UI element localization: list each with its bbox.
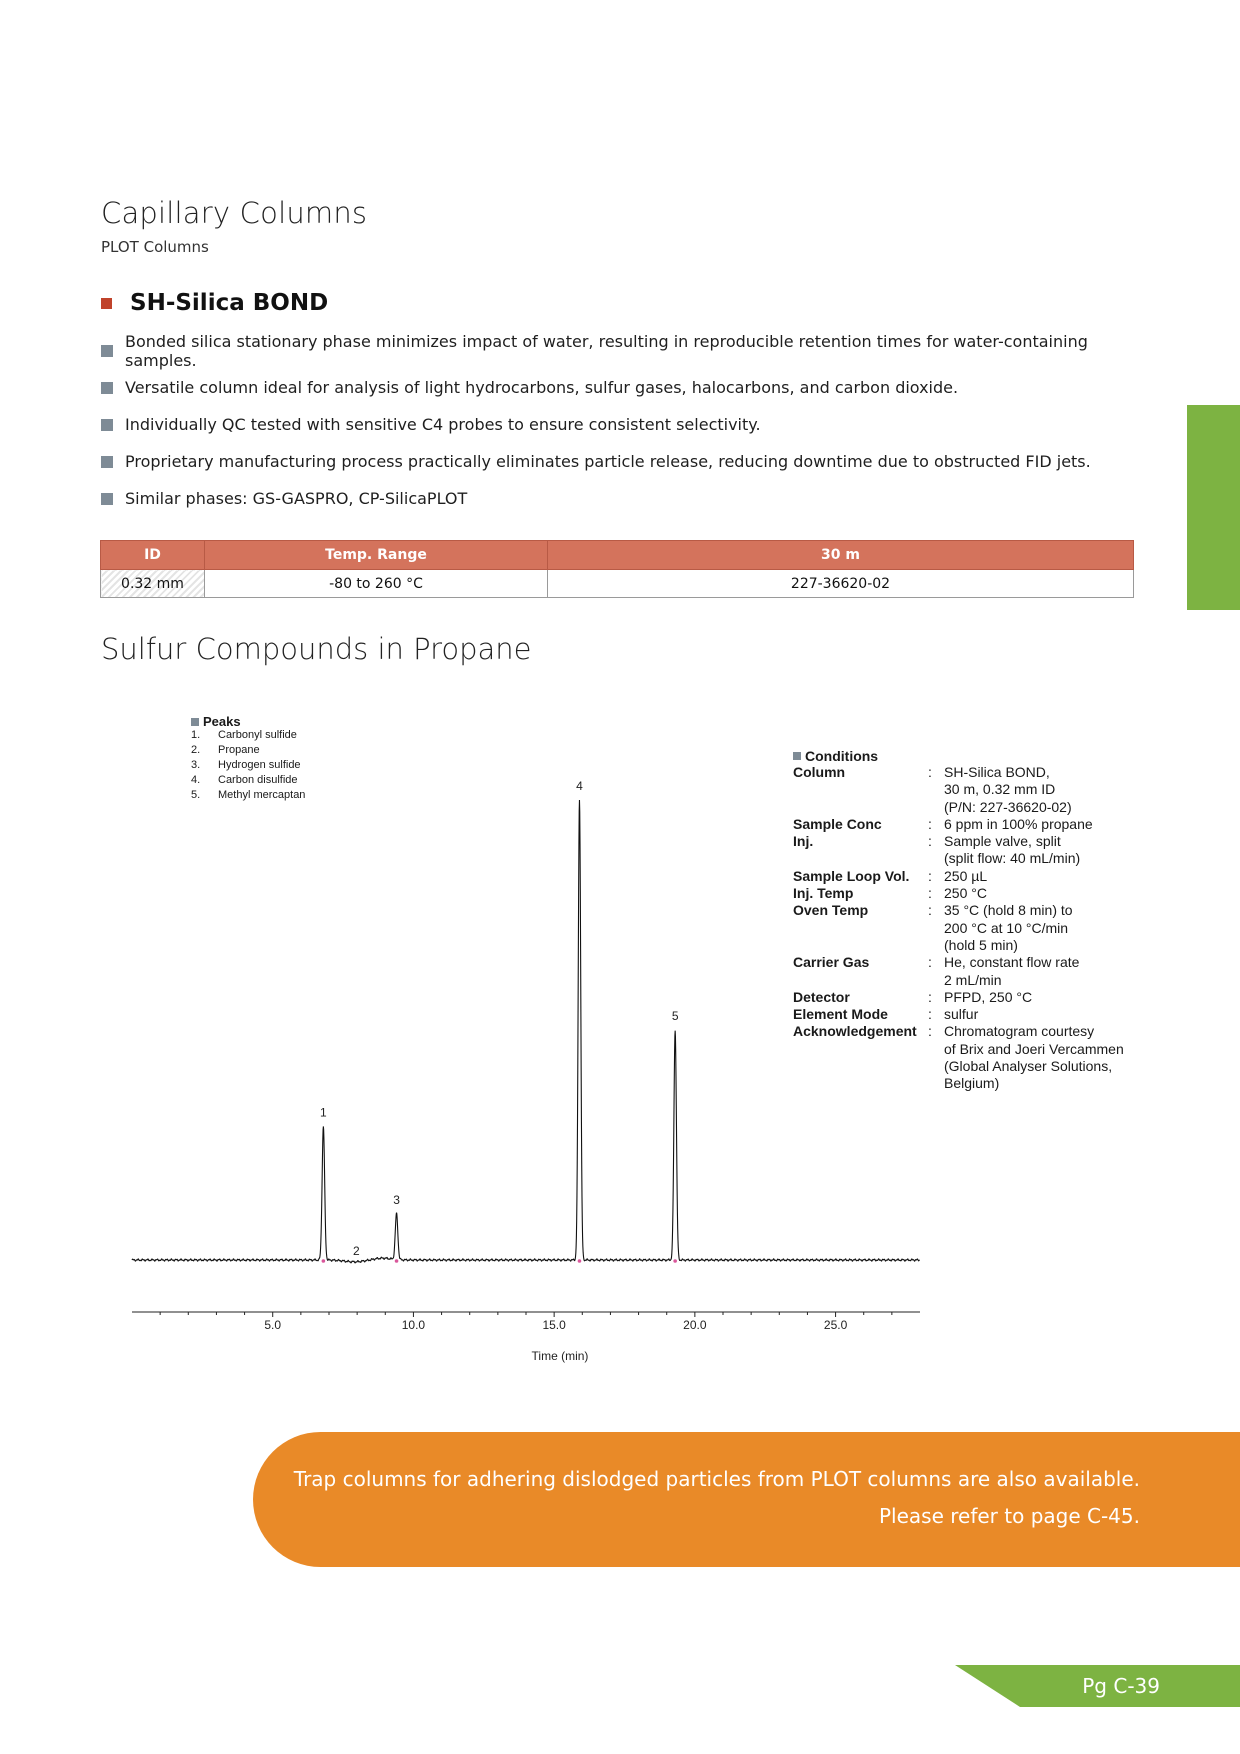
peak-marker <box>578 1259 582 1263</box>
feature-list <box>101 332 1151 517</box>
condition-value-line: Chromatogram courtesy <box>944 1023 1095 1040</box>
bullet-square-icon <box>101 493 113 505</box>
condition-label: Carrier Gas <box>793 954 870 971</box>
banner-text: Trap columns for adhering dislodged particles from PLOT columns are also available. <box>293 1467 1140 1491</box>
condition-label: Sample Conc <box>793 815 882 832</box>
chart-section-title: Sulfur Compounds in Propane <box>101 632 532 666</box>
page-title: Capillary Columns <box>101 196 368 230</box>
condition-value-line: 200 °C at 10 °C/min <box>944 919 1069 936</box>
condition-value-line: (Global Analyser Solutions, <box>944 1058 1113 1075</box>
condition-label: Acknowledgement <box>793 1023 917 1040</box>
table-cell: 0.32 mm <box>101 570 205 598</box>
condition-label: Inj. <box>793 833 814 850</box>
bullet-square-icon <box>191 718 199 726</box>
bullet-square-icon <box>101 456 113 468</box>
bullet-square-icon <box>101 345 113 357</box>
condition-colon: : <box>928 764 932 780</box>
condition-colon: : <box>928 1023 932 1040</box>
condition-colon: : <box>928 867 932 884</box>
condition-colon: : <box>928 833 932 850</box>
x-axis-label: Time (min) <box>531 1349 589 1363</box>
condition-label: Sample Loop Vol. <box>793 867 910 884</box>
peak-label: 5 <box>671 1009 679 1023</box>
x-tick-label: 20.0 <box>683 1318 707 1332</box>
spec-table <box>100 540 1134 598</box>
list-item: 3. Hydrogen sulfide <box>191 759 301 771</box>
condition-label: Element Mode <box>793 1006 888 1023</box>
condition-value-line: of Brix and Joeri Vercammen <box>944 1040 1124 1057</box>
list-item: Individually QC tested with sensitive C4 probes to ensure consistent selectivity. <box>101 406 1151 443</box>
list-item: 5. Methyl mercaptan <box>191 789 306 801</box>
x-tick-label: 10.0 <box>401 1318 426 1332</box>
peak-marker <box>322 1259 326 1263</box>
condition-value <box>944 902 1154 954</box>
condition-value-line: He, constant flow rate <box>944 954 1080 971</box>
condition-value <box>944 833 1154 868</box>
product-name: SH-Silica BOND <box>130 290 329 316</box>
condition-value <box>944 1006 1154 1023</box>
peak-label: 2 <box>352 1244 360 1258</box>
condition-value-line: (hold 5 min) <box>944 936 1018 953</box>
table-header: ID <box>101 541 205 570</box>
condition-value-line: 2 mL/min <box>944 971 1002 988</box>
table-cell: -80 to 260 °C <box>205 570 548 598</box>
condition-value <box>944 989 1154 1006</box>
condition-value-line: PFPD, 250 °C <box>944 988 1033 1005</box>
condition-value-line: (P/N: 227-36620-02) <box>944 798 1072 815</box>
page-number-tab <box>955 1665 1240 1707</box>
peak-label: 4 <box>576 779 583 793</box>
condition-value-line: 250 °C <box>944 885 987 902</box>
table-header: Temp. Range <box>205 541 548 570</box>
table-cell: 227-36620-02 <box>548 570 1134 598</box>
condition-value <box>944 868 1154 885</box>
condition-colon: : <box>928 954 932 971</box>
list-item: 4. Carbon disulfide <box>191 774 298 786</box>
condition-value <box>944 764 1154 816</box>
list-item: Versatile column ideal for analysis of light hydrocarbons, sulfur gases, halocarbons, and carbon dioxide. <box>101 369 1151 406</box>
bullet-square-icon <box>101 419 113 431</box>
condition-value-line: sulfur <box>944 1006 979 1023</box>
condition-value <box>944 1023 1154 1092</box>
condition-value <box>944 954 1154 989</box>
condition-value-line: 250 µL <box>944 867 988 884</box>
conditions-heading: Conditions <box>793 747 1154 764</box>
condition-value <box>944 816 1154 833</box>
x-tick-label: 5.0 <box>264 1318 282 1332</box>
page-number: Pg C-39 <box>1082 1674 1160 1698</box>
condition-value-line: 35 °C (hold 8 min) to <box>944 902 1073 919</box>
peaks-heading: Peaks <box>191 714 305 729</box>
peak-label: 3 <box>393 1193 400 1207</box>
list-item: Similar phases: GS-GASPRO, CP-SilicaPLOT <box>101 480 1151 517</box>
x-tick-label: 25.0 <box>823 1318 848 1332</box>
banner-text: Please refer to page C-45. <box>878 1504 1140 1528</box>
condition-value <box>944 885 1154 902</box>
table-row <box>101 570 1134 598</box>
condition-label: Detector <box>793 988 850 1005</box>
chromatogram-trace <box>132 800 920 1263</box>
condition-value-line: Belgium) <box>944 1075 1000 1092</box>
peak-marker <box>673 1259 677 1263</box>
condition-colon: : <box>928 988 932 1005</box>
info-banner <box>253 1432 1240 1567</box>
condition-label: Oven Temp <box>793 902 869 919</box>
condition-value-line: 6 ppm in 100% propane <box>944 815 1093 832</box>
bullet-square-icon <box>101 382 113 394</box>
product-heading <box>101 290 328 316</box>
condition-value-line: SH-Silica BOND, <box>944 764 1050 780</box>
list-item: 1. Carbonyl sulfide <box>191 729 297 741</box>
condition-colon: : <box>928 1006 932 1023</box>
peak-marker <box>395 1259 399 1263</box>
heading-marker-icon <box>101 298 112 309</box>
x-tick-label: 15.0 <box>542 1318 566 1332</box>
condition-colon: : <box>928 885 932 902</box>
list-item: Bonded silica stationary phase minimizes impact of water, resulting in reproducible retention times for water-containing samples. <box>101 332 1151 369</box>
condition-label: Column <box>793 764 846 780</box>
peak-label: 1 <box>320 1105 327 1120</box>
section-tab <box>1187 405 1240 610</box>
condition-value-line: 30 m, 0.32 mm ID <box>944 781 1056 798</box>
table-header: 30 m <box>548 541 1134 570</box>
table-header-row <box>101 541 1134 570</box>
list-item: 2. Propane <box>191 744 260 756</box>
condition-colon: : <box>928 902 932 919</box>
condition-colon: : <box>928 815 932 832</box>
condition-value-line: Sample valve, split <box>944 833 1061 850</box>
page-subtitle: PLOT Columns <box>101 238 209 256</box>
condition-label: Inj. Temp <box>793 885 854 902</box>
list-item: Proprietary manufacturing process practically eliminates particle release, reducing downtime due to obstructed FID jets. <box>101 443 1151 480</box>
bullet-square-icon <box>793 752 801 760</box>
condition-value-line: (split flow: 40 mL/min) <box>944 850 1081 867</box>
